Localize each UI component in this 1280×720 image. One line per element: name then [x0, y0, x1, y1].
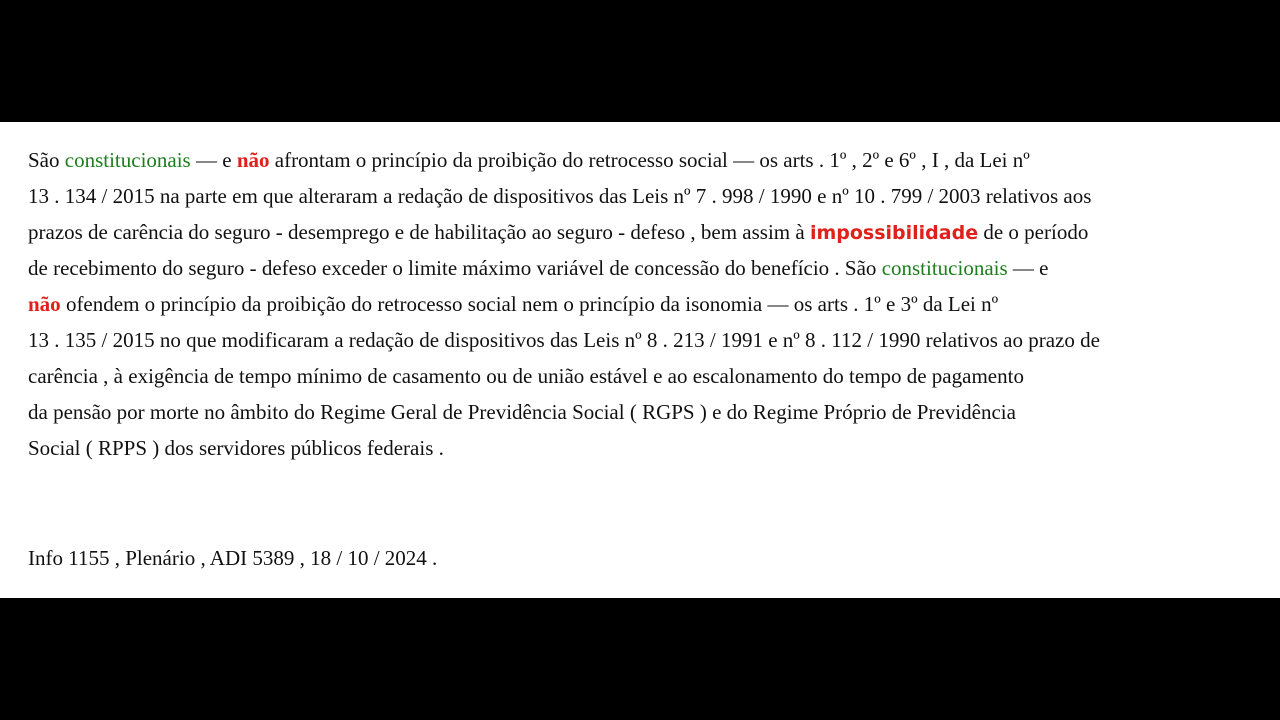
- letterbox-top-bar: [0, 0, 1280, 122]
- citation-line: Info 1155 , Plenário , ADI 5389 , 18 / 10 / 2024 .: [28, 546, 438, 570]
- paragraph-line: [28, 178, 1252, 214]
- text-segment: afrontam o princípio da proibição do retrocesso social — os arts . 1º , 2º e 6º , I , da Lei nº: [269, 148, 1030, 172]
- letterbox-bottom-bar: [0, 598, 1280, 720]
- paragraph-line: [28, 358, 1252, 394]
- paragraph-line: [28, 142, 1252, 178]
- text-segment: 13 . 134 / 2015 na parte em que alteraram a redação de dispositivos das Leis nº 7 . 998 / 1990 e nº 10 . 799 / 2003 relativos aos: [28, 184, 1092, 208]
- paragraph-line: [28, 322, 1252, 358]
- highlight-constitucionais: constitucionais: [881, 256, 1008, 280]
- text-segment: São: [28, 148, 65, 172]
- paragraph-line: [28, 394, 1252, 430]
- text-segment: da pensão por morte no âmbito do Regime Geral de Previdência Social ( RGPS ) e do Regime Próprio de Previdência: [28, 400, 1016, 424]
- highlight-constitucionais: constitucionais: [64, 148, 191, 172]
- document-page: [0, 122, 1280, 598]
- text-segment: de o período: [978, 220, 1089, 244]
- highlight-nao: não: [28, 292, 61, 316]
- text-segment: — e: [1007, 256, 1049, 280]
- text-segment: carência , à exigência de tempo mínimo de casamento ou de união estável e ao escalonamento do tempo de pagamento: [28, 364, 1024, 388]
- ruling-paragraph: [28, 142, 1252, 466]
- highlight-nao: não: [236, 148, 270, 172]
- text-segment: prazos de carência do seguro - desemprego e de habilitação ao seguro - defeso , bem assim à: [28, 220, 810, 244]
- paragraph-line: [28, 250, 1252, 286]
- paragraph-line: [28, 214, 1252, 250]
- highlight-impossibilidade: impossibilidade: [809, 222, 979, 244]
- text-segment: 13 . 135 / 2015 no que modificaram a redação de dispositivos das Leis nº 8 . 213 / 1991 e nº 8 . 112 / 1990 relativos ao prazo de: [28, 328, 1100, 352]
- paragraph-line: [28, 286, 1252, 322]
- text-segment: Social ( RPPS ) dos servidores públicos federais .: [28, 436, 444, 460]
- text-segment: de recebimento do seguro - defeso exceder o limite máximo variável de concessão do benefício . São: [28, 256, 882, 280]
- paragraph-line: [28, 430, 1252, 466]
- text-segment: ofendem o princípio da proibição do retrocesso social nem o princípio da isonomia — os arts . 1º e 3º da Lei nº: [60, 292, 999, 316]
- text-segment: — e: [190, 148, 237, 172]
